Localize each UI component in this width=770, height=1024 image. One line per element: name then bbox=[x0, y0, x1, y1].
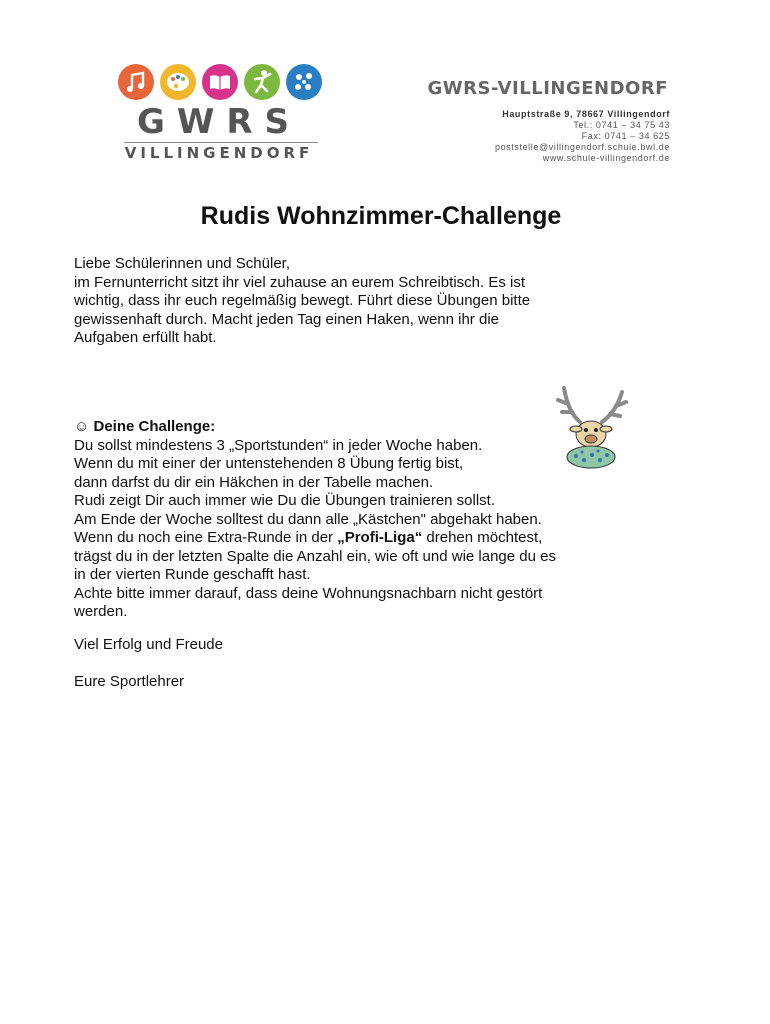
intro-line: Aufgaben erfüllt habt. bbox=[74, 329, 217, 346]
challenge-line: werden. bbox=[74, 603, 128, 620]
challenge-line: trägst du in der letzten Spalte die Anzahl ein, wie oft und wie lange du es bbox=[74, 547, 556, 565]
logo-divider bbox=[124, 142, 318, 143]
challenge-line: Rudi zeigt Dir auch immer wie Du die Übungen trainieren sollst. bbox=[74, 492, 496, 509]
school-name: GWRS-VILLINGENDORF bbox=[427, 78, 668, 99]
intro-paragraph bbox=[74, 255, 634, 348]
profi-post: drehen möchtest, bbox=[422, 529, 543, 546]
page-title: Rudis Wohnzimmer-Challenge bbox=[200, 202, 562, 230]
school-address bbox=[495, 109, 670, 164]
email-link[interactable]: poststelle@villingendorf.schule.bwl.de bbox=[494, 142, 670, 152]
book-icon bbox=[202, 64, 238, 100]
challenge-heading bbox=[74, 418, 634, 437]
challenge-line: Achte bitte immer darauf, dass deine Wohnungsnachbarn nicht gestört bbox=[74, 584, 543, 602]
profi-pre: Wenn du noch eine Extra-Runde in der bbox=[74, 529, 338, 546]
intro-line: im Fernunterricht sitzt ihr viel zuhause an eurem Schreibtisch. Es ist bbox=[74, 273, 526, 291]
school-logo bbox=[116, 64, 326, 164]
challenge-heading-text: Deine Challenge: bbox=[93, 418, 216, 435]
music-note-icon bbox=[118, 64, 154, 100]
address-line: Hauptstraße 9, 78667 Villingendorf bbox=[502, 109, 670, 119]
challenge-line: Wenn du mit einer der untenstehenden 8 Übung fertig bist, bbox=[74, 455, 464, 472]
intro-line: Liebe Schülerinnen und Schüler, bbox=[74, 255, 290, 272]
profi-line bbox=[74, 529, 634, 548]
phone-line: Tel.: 0741 – 34 75 43 bbox=[573, 120, 670, 130]
intro-line: gewissenhaft durch. Macht jeden Tag einen Haken, wenn ihr die bbox=[74, 310, 499, 328]
challenge-line: Am Ende der Woche solltest du dann alle „Kästchen" abgehakt haben. bbox=[74, 510, 542, 528]
person-icon bbox=[244, 64, 280, 100]
logo-circles bbox=[118, 64, 328, 102]
closing-line: Viel Erfolg und Freude bbox=[74, 636, 223, 653]
fax-line: Fax: 0741 – 34 625 bbox=[581, 131, 670, 141]
challenge-section bbox=[74, 418, 634, 622]
smiley-icon: ☺ bbox=[74, 418, 90, 435]
logo-subtitle: VILLINGENDORF bbox=[124, 144, 314, 162]
challenge-line: Du sollst mindestens 3 „Sportstunden“ in jeder Woche haben. bbox=[74, 436, 483, 454]
profi-liga-label: „Profi-Liga“ bbox=[337, 529, 423, 546]
stars-icon bbox=[286, 64, 322, 100]
signature-line: Eure Sportlehrer bbox=[74, 673, 185, 690]
challenge-line: in der vierten Runde geschafft hast. bbox=[74, 566, 311, 583]
challenge-line: dann darfst du dir ein Häkchen in der Tabelle machen. bbox=[74, 473, 434, 491]
logo-word: GWRS bbox=[136, 102, 302, 142]
palette-icon bbox=[160, 64, 196, 100]
website-link[interactable]: www.schule-villingendorf.de bbox=[542, 153, 670, 163]
intro-line: wichtig, dass ihr euch regelmäßig bewegt. Führt diese Übungen bitte bbox=[74, 292, 531, 309]
